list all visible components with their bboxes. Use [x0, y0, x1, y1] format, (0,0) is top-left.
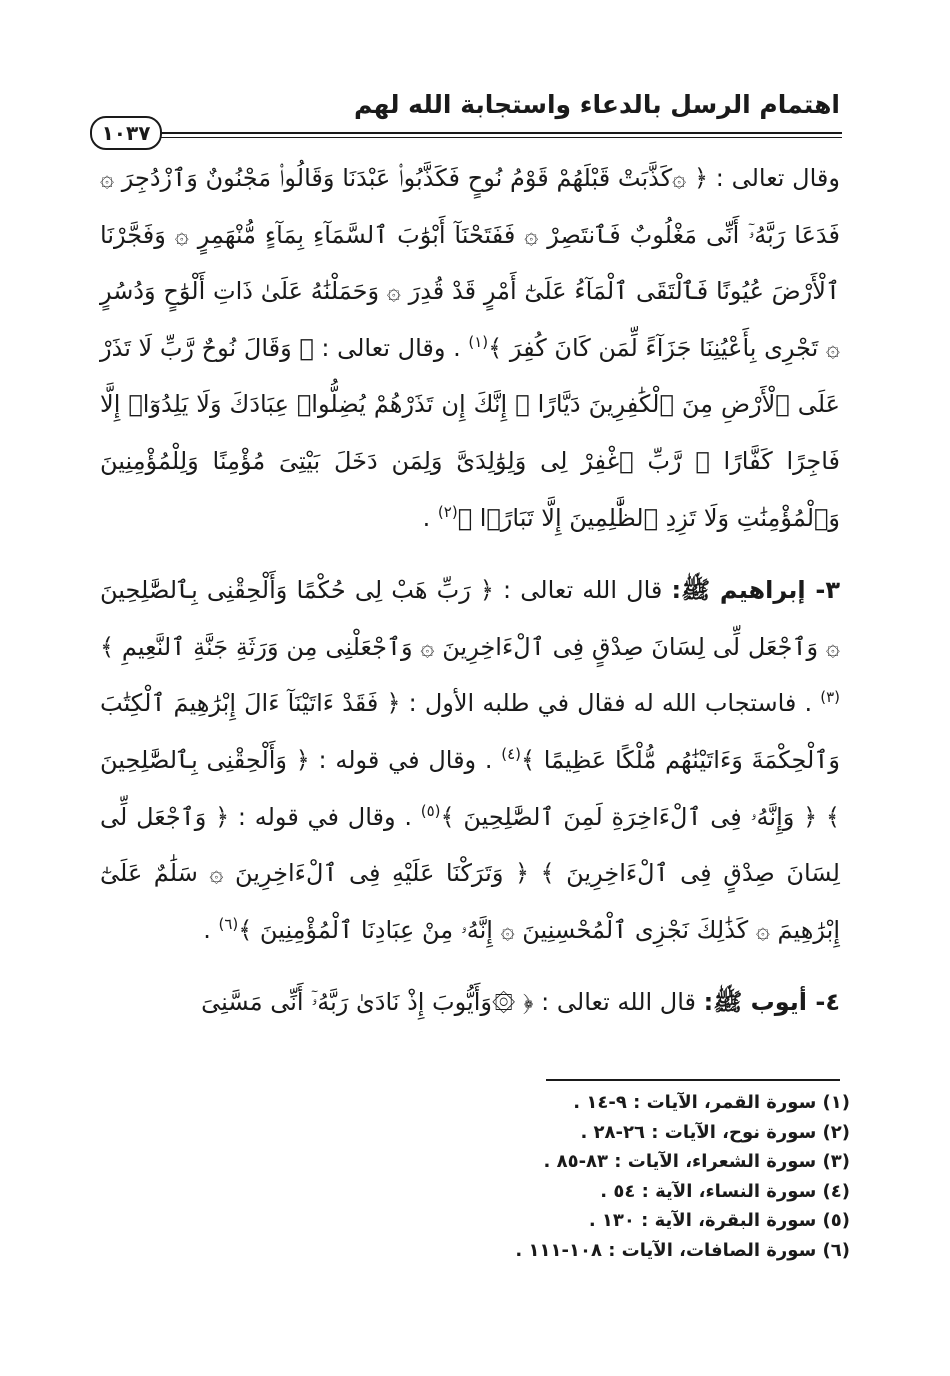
- footnote-ref: (٥): [420, 801, 441, 820]
- paragraph-ibrahim: [100, 562, 840, 958]
- footnote-ref: (٦): [218, 914, 239, 933]
- verse-text: . فاستجاب الله له فقال في طلبه الأول : ﴿ فَقَدْ ءَاتَيْنَآ ءَالَ إِبْرَٰهِيمَ ٱلْكِتَٰبَ وَٱلْحِكْمَةَ وَءَاتَيْنَٰهُم مُّلْكًا عَظِيمًا ﴾: [100, 689, 840, 774]
- footnote-item: (٥) سورة البقرة، الآية : ١٣٠ .: [588, 1210, 850, 1231]
- sentence-end: .: [203, 915, 219, 944]
- running-title: اهتمام الرسل بالدعاء واستجابة الله لهم: [353, 90, 840, 119]
- footnote-ref: (٤): [501, 744, 522, 763]
- footnote-ref: (٣): [820, 688, 840, 707]
- paragraph-ayyub: [100, 974, 840, 1031]
- footnote-item: (٢) سورة نوح، الآيات : ٢٦-٢٨ .: [580, 1121, 850, 1143]
- page-number: ١٠٣٧: [90, 116, 162, 150]
- paragraph-nuh: [100, 150, 840, 546]
- verse-text: وقال تعالى : ﴿ ۞كَذَّبَتْ قَبْلَهُمْ قَوْمُ نُوحٍ فَكَذَّبُوا۟ عَبْدَنَا وَقَالُوا۟ مَجْنُونٌ وَٱزْدُجِرَ ۞ فَدَعَا رَبَّهُۥٓ أَنِّى مَغْلُوبٌ فَٱنتَصِرْ ۞ فَفَتَحْنَآ أَبْوَٰبَ ٱلسَّمَآءِ بِمَآءٍ مُّنْهَمِرٍ ۞ وَفَجَّرْنَا ٱلْأَرْضَ عُيُونًا فَٱلْتَقَى ٱلْمَآءُ عَلَىٰٓ أَمْرٍ قَدْ قُدِرَ ۞ وَحَمَلْنَٰهُ عَلَىٰ ذَاتِ أَلْوَٰحٍ وَدُسُرٍ ۞ تَجْرِى بِأَعْيُنِنَا جَزَآءً لِّمَن كَانَ كُفِرَ ﴾: [100, 164, 841, 362]
- footnotes: [390, 1088, 850, 1265]
- verse-text: . وقال في قوله : ﴿ وَأَلْحِقْنِى بِٱلصَّٰلِحِينَ ﴾ ﴿ وَإِنَّهُۥ فِى ٱلْءَاخِرَةِ لَمِنَ ٱلصَّٰلِحِينَ ﴾: [100, 745, 840, 831]
- footnote-item: (١) سورة القمر، الآيات : ٩-١٤ .: [573, 1092, 850, 1113]
- section-heading: ٤- أيوب ﷺ:: [703, 988, 840, 1017]
- main-text: [100, 150, 840, 1031]
- footnote-rule: [546, 1079, 840, 1081]
- footnote-item: (٦) سورة الصافات، الآيات : ١٠٨-١١١ .: [515, 1239, 850, 1261]
- footnote-ref: (٢): [437, 502, 458, 521]
- verse-text: . وقال في قوله : ﴿ وَٱجْعَل لِّى لِسَانَ صِدْقٍ فِى ٱلْءَاخِرِينَ ﴾ ﴿ وَتَرَكْنَا عَلَيْهِ فِى ٱلْءَاخِرِينَ ۞ سَلَٰمٌ عَلَىٰٓ إِبْرَٰهِيمَ ۞ كَذَٰلِكَ نَجْزِى ٱلْمُحْسِنِينَ ۞ إِنَّهُۥ مِنْ عِبَادِنَا ٱلْمُؤْمِنِينَ ﴾: [100, 802, 840, 944]
- section-heading: ٣- إبراهيم ﷺ:: [671, 576, 841, 605]
- header-rule: [158, 132, 842, 134]
- verse-text: قال الله تعالى : ﴿ ۞وَأَيُّوبَ إِذْ نَادَىٰ رَبَّهُۥٓ أَنِّى مَسَّنِىَ: [201, 988, 704, 1017]
- verse-text: قال الله تعالى : ﴿ رَبِّ هَبْ لِى حُكْمًا وَأَلْحِقْنِى بِٱلصَّٰلِحِينَ ۞ وَٱجْعَل لِّى لِسَانَ صِدْقٍ فِى ٱلْءَاخِرِينَ ۞ وَٱجْعَلْنِى مِن وَرَثَةِ جَنَّةِ ٱلنَّعِيمِ ﴾: [100, 576, 840, 661]
- footnote-item: (٤) سورة النساء، الآية : ٥٤ .: [600, 1180, 850, 1202]
- sentence-end: .: [422, 503, 438, 532]
- verse-text: . وقال تعالى : ﴿ وَقَالَ نُوحٌ رَّبِّ لَا تَذَرْ عَلَى ٱلْأَرْضِ مِنَ ٱلْكَٰفِرِينَ دَيَّارًا ۞ إِنَّكَ إِن تَذَرْهُمْ يُضِلُّوا۟ عِبَادَكَ وَلَا يَلِدُوٓا۟ إِلَّا فَاجِرًا كَفَّارًا ۞ رَّبِّ ٱغْفِرْ لِى وَلِوَٰلِدَىَّ وَلِمَن دَخَلَ بَيْتِىَ مُؤْمِنًا وَلِلْمُؤْمِنِينَ وَٱلْمُؤْمِنَٰتِ وَلَا تَزِدِ ٱلظَّٰلِمِينَ إِلَّا تَبَارًۢا ﴾: [100, 333, 840, 532]
- footnote-ref: (١): [468, 332, 489, 351]
- footnote-item: (٣) سورة الشعراء، الآيات : ٨٣-٨٥ .: [543, 1151, 850, 1172]
